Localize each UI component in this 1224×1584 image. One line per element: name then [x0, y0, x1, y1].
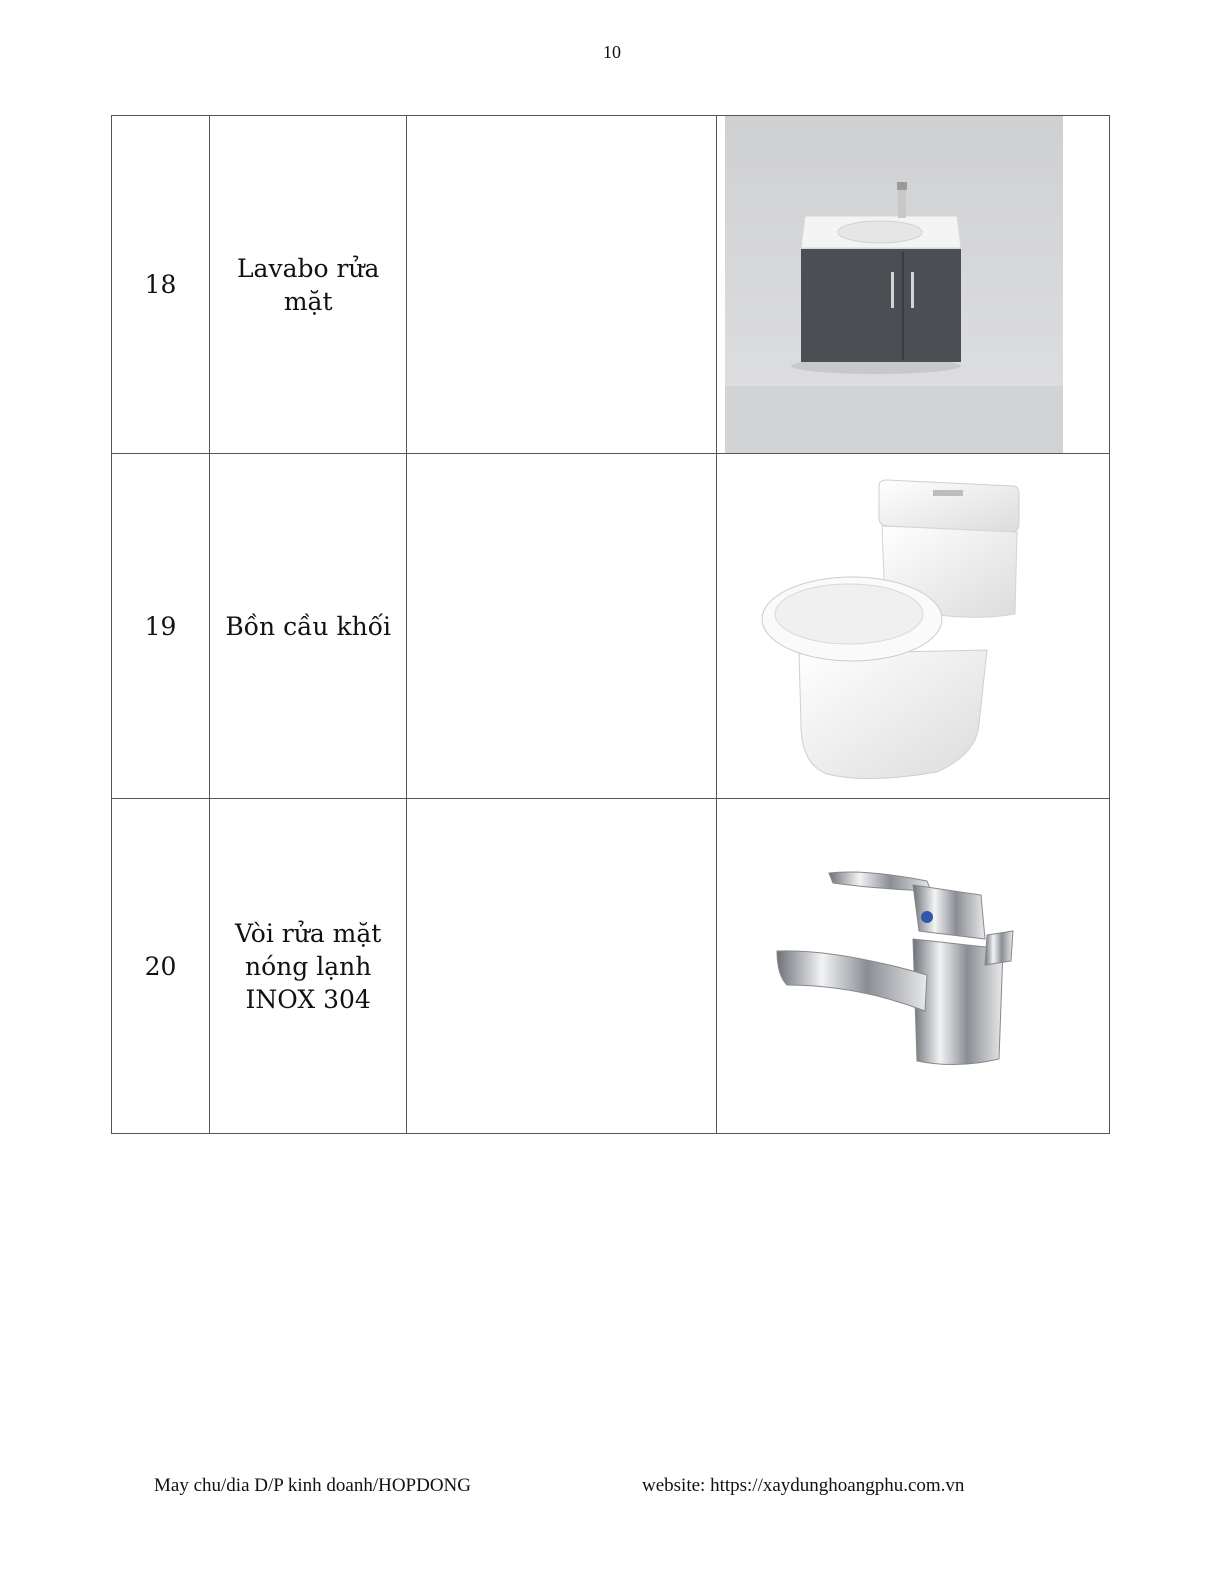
- footer-website-text: website: https://xaydunghoangphu.com.vn: [642, 1475, 965, 1496]
- row-number: 19: [112, 454, 210, 799]
- washbasin-cabinet-image: [725, 116, 1117, 453]
- table-row: [112, 116, 1110, 454]
- item-name-cell: [210, 116, 407, 454]
- item-description: [407, 116, 716, 454]
- item-name: Lavabo rửa mặt: [236, 253, 380, 316]
- item-image-cell: [716, 116, 1109, 454]
- one-piece-toilet-image: [717, 454, 1109, 798]
- footer-left-text: May chu/dia D/P kinh doanh/HOPDONG: [154, 1475, 471, 1496]
- item-image-cell: [716, 454, 1109, 799]
- items-table: [111, 115, 1110, 1134]
- page-number: 10: [603, 42, 621, 62]
- item-description: [407, 454, 716, 799]
- row-number: 18: [112, 116, 210, 454]
- item-name: Bồn cầu khối: [225, 611, 391, 641]
- basin-faucet-image: [717, 799, 1109, 1133]
- table-row: [112, 454, 1110, 799]
- table-row: [112, 799, 1110, 1134]
- row-number: 20: [112, 799, 210, 1134]
- item-image-cell: [716, 799, 1109, 1134]
- item-name-cell: [210, 799, 407, 1134]
- item-name: Vòi rửa mặt nóng lạnh INOX 304: [235, 918, 382, 1014]
- item-name-cell: [210, 454, 407, 799]
- item-description: [407, 799, 716, 1134]
